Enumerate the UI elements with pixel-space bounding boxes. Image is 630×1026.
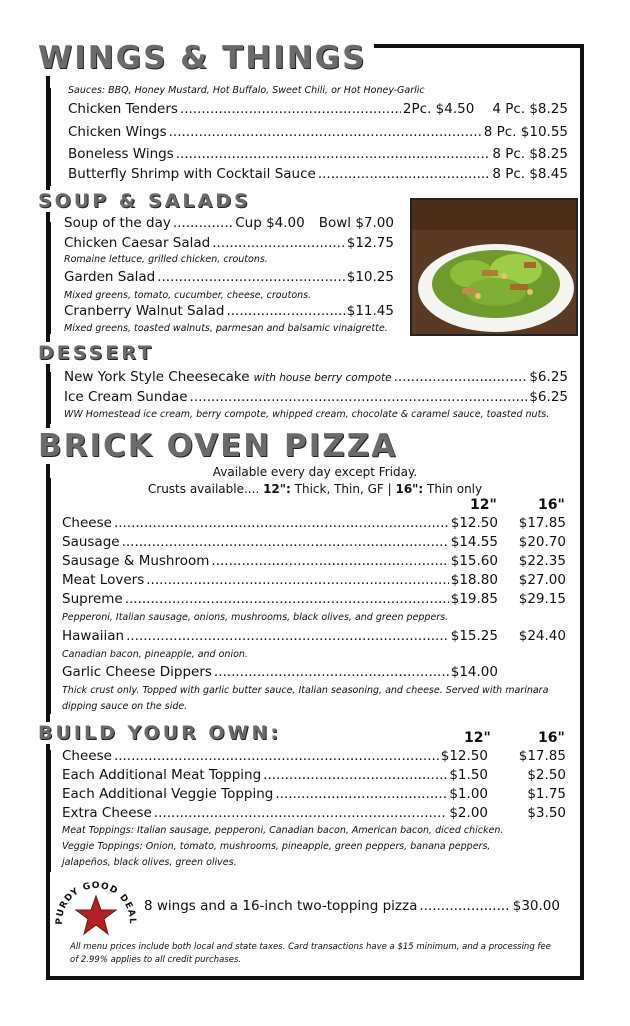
size-12-header: 12": [464, 730, 491, 746]
item-name: New York Style Cheesecake: [64, 369, 250, 385]
leader-dots: [122, 534, 449, 550]
leader-dots: [263, 767, 447, 783]
item-desc: Mixed greens, tomato, cucumber, cheese, croutons.: [64, 290, 312, 301]
pizza-availability: Available every day except Friday.: [212, 465, 418, 479]
menu-item: [68, 124, 568, 140]
item-name: Sausage: [62, 534, 120, 550]
size-16-header: 16": [538, 730, 565, 746]
crusts-12-text: Thick, Thin, GF |: [290, 482, 396, 496]
item-name: Garlic Cheese Dippers: [62, 664, 212, 680]
meat-toppings: Meat Toppings: Italian sausage, pepperoni, Canadian bacon, American bacon, diced chicken.: [62, 825, 504, 836]
item-name: Chicken Tenders: [68, 101, 178, 117]
crusts-prefix: Crusts available....: [147, 482, 264, 496]
price-12: $18.80: [450, 572, 498, 588]
item-price: 8 Pc. $10.55: [483, 124, 568, 140]
menu-item: [64, 235, 394, 251]
price-12: $12.50: [450, 515, 498, 531]
leader-dots: [173, 215, 233, 231]
leader-dots: [180, 101, 401, 117]
item-desc: Canadian bacon, pineapple, and onion.: [62, 649, 248, 660]
veggie-toppings: Veggie Toppings: Onion, tomato, mushrooms, pineapple, green peppers, banana peppers,: [62, 841, 491, 852]
item-name: Each Additional Meat Topping: [62, 767, 262, 783]
price-12: $2.00: [449, 805, 488, 821]
star-icon: [54, 876, 138, 940]
leader-dots: [190, 389, 528, 405]
item-desc: Mixed greens, toasted walnuts, parmesan and balsamic vinaigrette.: [64, 323, 388, 334]
crusts-16-text: Thin only: [423, 482, 483, 496]
wings-sauces: Sauces: BBQ, Honey Mustard, Hot Buffalo, Sweet Chili, or Hot Honey-Garlic: [68, 85, 425, 96]
price-12: $14.55: [450, 534, 498, 550]
item-name: Butterfly Shrimp with Cocktail Sauce: [68, 166, 316, 182]
item-price: Cup $4.00: [235, 215, 305, 231]
leader-dots: [169, 124, 482, 140]
build-row: [62, 805, 488, 821]
item-price: $6.25: [529, 369, 568, 385]
item-desc: WW Homestead ice cream, berry compote, whipped cream, chocolate & caramel sauce, toasted nuts.: [64, 409, 550, 420]
leader-dots: [154, 805, 447, 821]
item-name: Each Additional Veggie Topping: [62, 786, 274, 802]
price-12: $1.50: [449, 767, 488, 783]
leader-dots: [146, 572, 449, 588]
price-16: $24.40: [518, 628, 566, 644]
dessert-heading: DESSERT: [38, 342, 162, 364]
leader-dots: [419, 898, 510, 914]
item-name: Hawaiian: [62, 628, 125, 644]
item-note: with house berry compote: [253, 372, 392, 384]
price-12: $12.50: [440, 748, 488, 764]
item-name: Boneless Wings: [68, 146, 174, 162]
leader-dots: [394, 369, 528, 385]
size-16-header: 16": [538, 497, 565, 513]
item-name: Ice Cream Sundae: [64, 389, 188, 405]
item-price: 8 Pc. $8.45: [492, 166, 568, 182]
leader-dots: [214, 664, 449, 680]
leader-dots: [226, 303, 344, 319]
price-16: $27.00: [518, 572, 566, 588]
pizza-row: [62, 628, 498, 644]
price-12: $1.00: [449, 786, 488, 802]
deal-price: $30.00: [512, 898, 560, 914]
veggie-toppings-cont: jalapeños, black olives, green olives.: [62, 857, 237, 868]
item-name: Chicken Wings: [68, 124, 167, 140]
item-desc: dipping sauce on the side.: [62, 701, 188, 712]
deal-row: [144, 898, 560, 914]
menu-item: [64, 369, 568, 385]
item-price: $10.25: [346, 269, 394, 285]
item-name: Extra Cheese: [62, 805, 152, 821]
menu-item: [64, 215, 394, 231]
leader-dots: [212, 235, 345, 251]
footer-line-1: All menu prices include both local and state taxes. Card transactions have a $15 minimum, and a processing fee: [70, 942, 551, 952]
item-desc: Pepperoni, Italian sausage, onions, mushrooms, black olives, and green peppers.: [62, 612, 449, 623]
price-16: $20.70: [518, 534, 566, 550]
wings-bar: [46, 88, 51, 186]
item-name: Cheese: [62, 515, 112, 531]
item-name: Chicken Caesar Salad: [64, 235, 211, 251]
item-name: Soup of the day: [64, 215, 171, 231]
price-16: $2.50: [527, 767, 566, 783]
salad-image: [412, 200, 578, 336]
footer-line-2: of 2.99% applies to all credit purchases.: [70, 955, 242, 965]
pizza-row: [62, 572, 498, 588]
deal-badge-text: PURDY GOOD DEAL: [54, 880, 138, 925]
leader-dots: [211, 553, 448, 569]
build-row: [62, 786, 488, 802]
pizza-heading: BRICK OVEN PIZZA: [38, 428, 405, 464]
leader-dots: [157, 269, 345, 285]
menu-item: [68, 166, 568, 182]
item-price: $14.00: [450, 664, 498, 680]
salad-photo: [410, 198, 578, 336]
pizza-row: [62, 664, 498, 680]
price-16: $29.15: [518, 591, 566, 607]
leader-dots: [176, 146, 491, 162]
item-price-2: 4 Pc. $8.25: [492, 101, 568, 117]
menu-item: [64, 269, 394, 285]
price-16: $17.85: [518, 748, 566, 764]
leader-dots: [125, 591, 449, 607]
deal-name: 8 wings and a 16-inch two-topping pizza: [144, 898, 418, 914]
item-name: Cheese: [62, 748, 112, 764]
deal-badge: [54, 876, 138, 940]
wings-heading: WINGS & THINGS: [38, 40, 374, 76]
pizza-crusts: [60, 482, 570, 496]
item-price: 2Pc. $4.50: [402, 101, 475, 117]
leader-dots: [126, 628, 449, 644]
item-price: $6.25: [529, 389, 568, 405]
build-heading: BUILD YOUR OWN:: [38, 722, 289, 744]
menu-item: [68, 146, 568, 162]
soup-heading: SOUP & SALADS: [38, 190, 259, 212]
crusts-16-label: 16":: [395, 482, 424, 496]
item-price-2: Bowl $7.00: [318, 215, 394, 231]
pizza-row: [62, 591, 498, 607]
build-row: [62, 748, 488, 764]
price-16: $22.35: [518, 553, 566, 569]
pizza-row: [62, 553, 498, 569]
menu-item: [64, 303, 394, 319]
soup-bar: [46, 222, 51, 334]
item-price: $12.75: [346, 235, 394, 251]
item-desc: Romaine lettuce, grilled chicken, croutons.: [64, 254, 268, 265]
item-name: Cranberry Walnut Salad: [64, 303, 225, 319]
pizza-bar: [46, 478, 51, 714]
size-12-header: 12": [470, 497, 497, 513]
dessert-bar: [46, 372, 51, 424]
price-16: $17.85: [518, 515, 566, 531]
price-16: $1.75: [527, 786, 566, 802]
leader-dots: [114, 515, 449, 531]
price-12: $15.60: [450, 553, 498, 569]
menu-item: [68, 101, 568, 117]
price-16: $3.50: [527, 805, 566, 821]
item-name: Garden Salad: [64, 269, 156, 285]
leader-dots: [318, 166, 490, 182]
item-price: $11.45: [346, 303, 394, 319]
item-name: Sausage & Mushroom: [62, 553, 210, 569]
crusts-12-label: 12":: [263, 482, 291, 496]
item-name: Supreme: [62, 591, 123, 607]
pizza-row: [62, 515, 498, 531]
item-price: 8 Pc. $8.25: [492, 146, 568, 162]
price-12: $15.25: [450, 628, 498, 644]
menu-frame: [46, 44, 584, 980]
price-12: $19.85: [450, 591, 498, 607]
leader-dots: [275, 786, 447, 802]
leader-dots: [114, 748, 439, 764]
pizza-row: [62, 534, 498, 550]
build-row: [62, 767, 488, 783]
menu-item: [64, 389, 568, 405]
item-name: Meat Lovers: [62, 572, 145, 588]
item-desc: Thick crust only. Topped with garlic butter sauce, Italian seasoning, and cheese. Served with marinara: [62, 685, 549, 696]
build-bar: [46, 750, 51, 872]
